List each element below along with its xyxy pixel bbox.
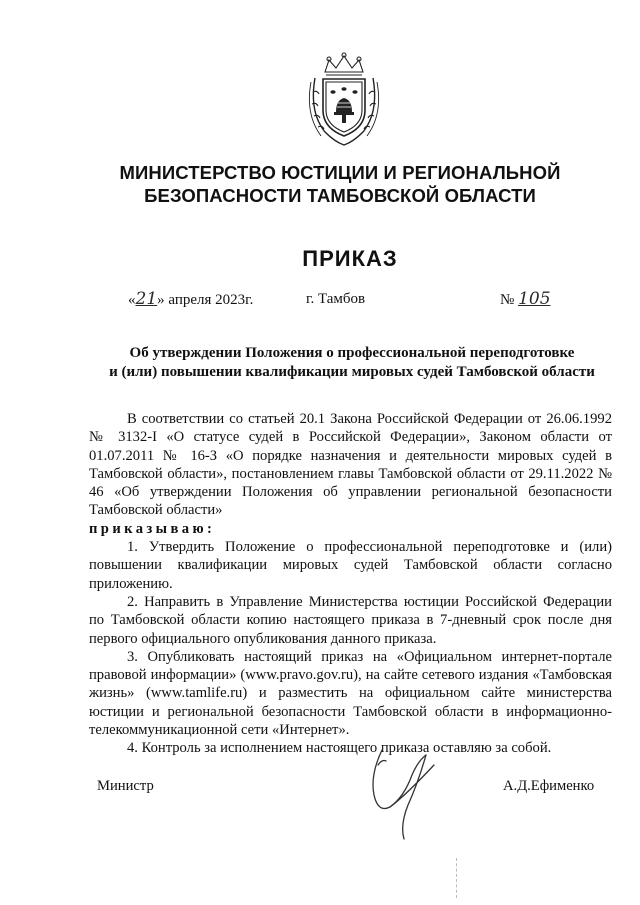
document-title — [92, 344, 612, 382]
ministry-name — [60, 161, 620, 207]
order-number-prefix: № — [500, 292, 519, 308]
quote-close: » — [157, 292, 165, 308]
document-title-line2: и (или) повышении квалификации мировых судей Тамбовской области — [109, 364, 595, 380]
document-body — [89, 410, 612, 758]
order-word: приказываю: — [89, 520, 216, 537]
order-city: г. Тамбов — [306, 291, 366, 307]
scan-artifact-line — [456, 858, 458, 898]
ministry-name-line1: МИНИСТЕРСТВО ЮСТИЦИИ И РЕГИОНАЛЬНОЙ — [119, 162, 561, 183]
signer-name: А.Д.Ефименко — [503, 778, 595, 794]
order-month-year: апреля 2023г. — [164, 292, 254, 308]
item-4: 4. Контроль за исполнением настоящего приказа оставляю за собой. — [127, 740, 552, 757]
order-date — [128, 290, 253, 309]
order-title: ПРИКАЗ — [302, 246, 398, 271]
handwritten-signature-icon — [360, 735, 455, 845]
tambov-oblast-coat-of-arms-icon — [303, 52, 385, 148]
item-1: 1. Утвердить Положение о профессиональной переподготовке и (или) повышении квалификации мировых судей Тамбовской области согласно приложению. — [89, 539, 612, 592]
item-2: 2. Направить в Управление Министерства юстиции Российской Федерации по Тамбовской области копию настоящего приказа в 7-дневный срок после дня первого официального опубликования данного приказа. — [89, 593, 612, 647]
item-3: 3. Опубликовать настоящий приказ на «Официальном интернет-портале правовой информации» (www.pravo.gov.ru), на сайте сетевого издания «Тамбовская жизнь» (www.tamlife.ru) и разместить на официальном сайте министерства юстиции и региональной безопасности Тамбовской области в информационно- телекоммуникационной сети «Интернет». — [89, 648, 612, 739]
signer-title: Министр — [97, 778, 154, 794]
order-number-value: 105 — [518, 289, 551, 309]
document-title-line1: Об утверждении Положения о профессиональной переподготовке — [129, 345, 575, 361]
preamble-text: В соответствии со статьей 20.1 Закона Российской Федерации от 26.06.1992 № 3132-I «О статусе судей в Российской Федерации», Законом области от 01.07.2011 № 16-З «О порядке назначения и деятельности мировых судей в Тамбовской области», постановлением главы Тамбовской области от 29.11.2022 № 46 «Об утверждении Положения об управлении региональной безопасности Тамбовской области» — [89, 411, 612, 519]
order-word-paragraph — [89, 520, 612, 538]
ministry-name-line2: БЕЗОПАСНОСТИ ТАМБОВСКОЙ ОБЛАСТИ — [144, 185, 536, 206]
preamble-paragraph — [89, 410, 612, 520]
order-number — [500, 290, 551, 309]
quote-open: « — [128, 292, 136, 308]
order-day: 21 — [135, 289, 158, 309]
